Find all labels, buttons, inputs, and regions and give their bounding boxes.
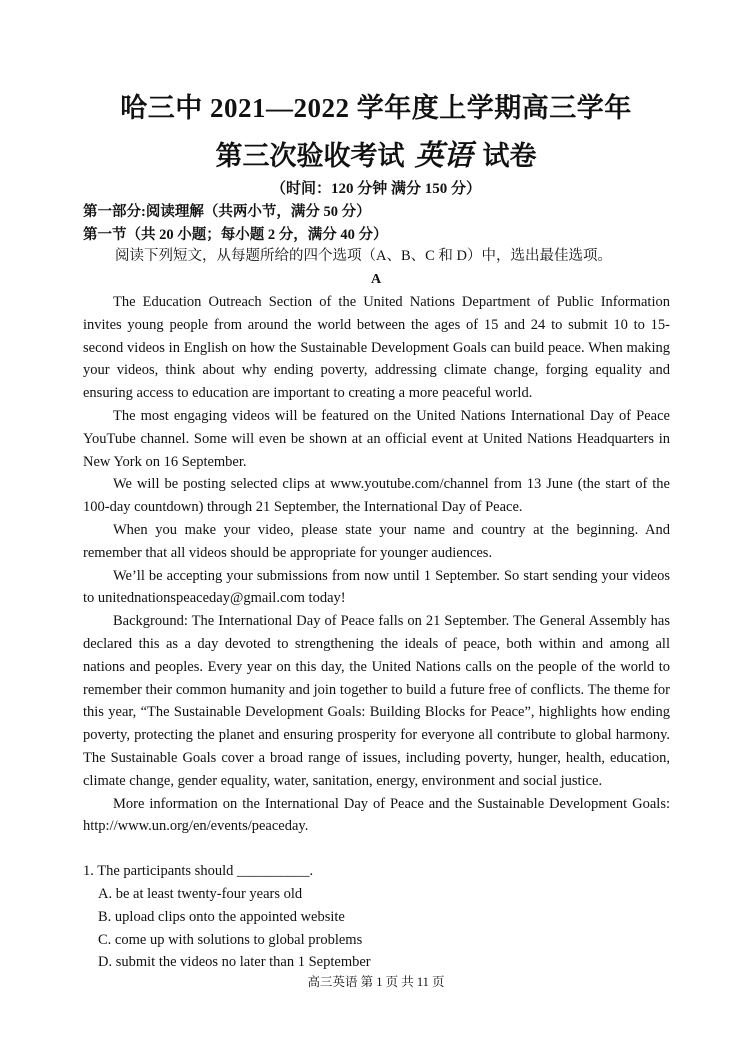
option-d: D. submit the videos no later than 1 September (98, 954, 371, 971)
exam-time-info: （时间：120 分钟 满分 150 分） (270, 181, 481, 197)
question-1-stem: 1. The participants should __________. (83, 863, 314, 879)
exam-title-line2 (0, 133, 752, 174)
passage-paragraph: When you make your video, please state your name and country at the beginning. And remember that all videos should be appropriate for younger audiences. (83, 521, 670, 561)
option-c: C. come up with solutions to global problems (98, 931, 363, 948)
question-1-options (98, 883, 371, 974)
passage-paragraph: The most engaging videos will be featured on the United Nations International Day of Peace YouTube channel. Some will even be shown at an official event at United Nations Headquarters in New York on 16 September. (83, 407, 670, 470)
passage-body (83, 291, 670, 838)
exam-subject: 英语 (414, 140, 473, 172)
passage-paragraph: We will be posting selected clips at www.youtube.com/channel from 13 June (the start of the 100-day countdown) through 21 September, the International Day of Peace. (83, 476, 670, 516)
passage-label: A (370, 272, 382, 287)
exam-title-post: 试卷 (482, 141, 537, 171)
passage-paragraph: Background: The International Day of Peace falls on 21 September. The General Assembly has declared this as a day devoted to strengthening the ideals of peace, both within and among all nations and peoples. Every year on this day, the United Nations calls on the people of the world to remember their common humanity and join together to build a future free of conflicts. The theme for this year, “The Sustainable Development Goals: Building Blocks for Peace”, highlights how ending poverty, protecting the planet and ensuring prosperity for everyone all contribute to global harmony. The Sustainable Goals cover a broad range of issues, including poverty, hunger, health, education, climate change, gender equality, water, sanitation, energy, environment and social justice. (83, 613, 670, 789)
instruction-text: 阅读下列短文，从每题所给的四个选项（A、B、C 和 D）中，选出最佳选项。 (115, 248, 613, 264)
passage-paragraph: The Education Outreach Section of the United Nations Department of Public Information invites young people from around the world between the ages of 15 and 24 to submit 10 to 15-second videos in English on how the Sustainable Development Goals can build peace. When making your videos, think about why ending poverty, addressing climate change, forging equality and ensuring access to education are important to creating a more peaceful world. (83, 294, 670, 402)
option-b: B. upload clips onto the appointed website (98, 908, 345, 925)
exam-title-line1: 哈三中 2021—2022 学年度上学期高三学年 (120, 93, 632, 123)
page-footer: 高三英语 第 1 页 共 11 页 (307, 975, 445, 989)
passage-paragraph: We’ll be accepting your submissions from now until 1 September. So start sending your videos to unitednationspeaceday@gmail.com today! (83, 567, 670, 607)
exam-title-pre: 第三次验收考试 (215, 141, 405, 171)
part-heading: 第一部分:阅读理解（共两小节，满分 50 分） (83, 204, 371, 220)
option-a: A. be at least twenty-four years old (98, 886, 303, 902)
passage-paragraph: More information on the International Day of Peace and the Sustainable Development Goals: http://www.un.org/en/events/peaceday. (83, 795, 670, 835)
section-heading: 第一节（共 20 小题；每小题 2 分，满分 40 分） (83, 227, 388, 243)
